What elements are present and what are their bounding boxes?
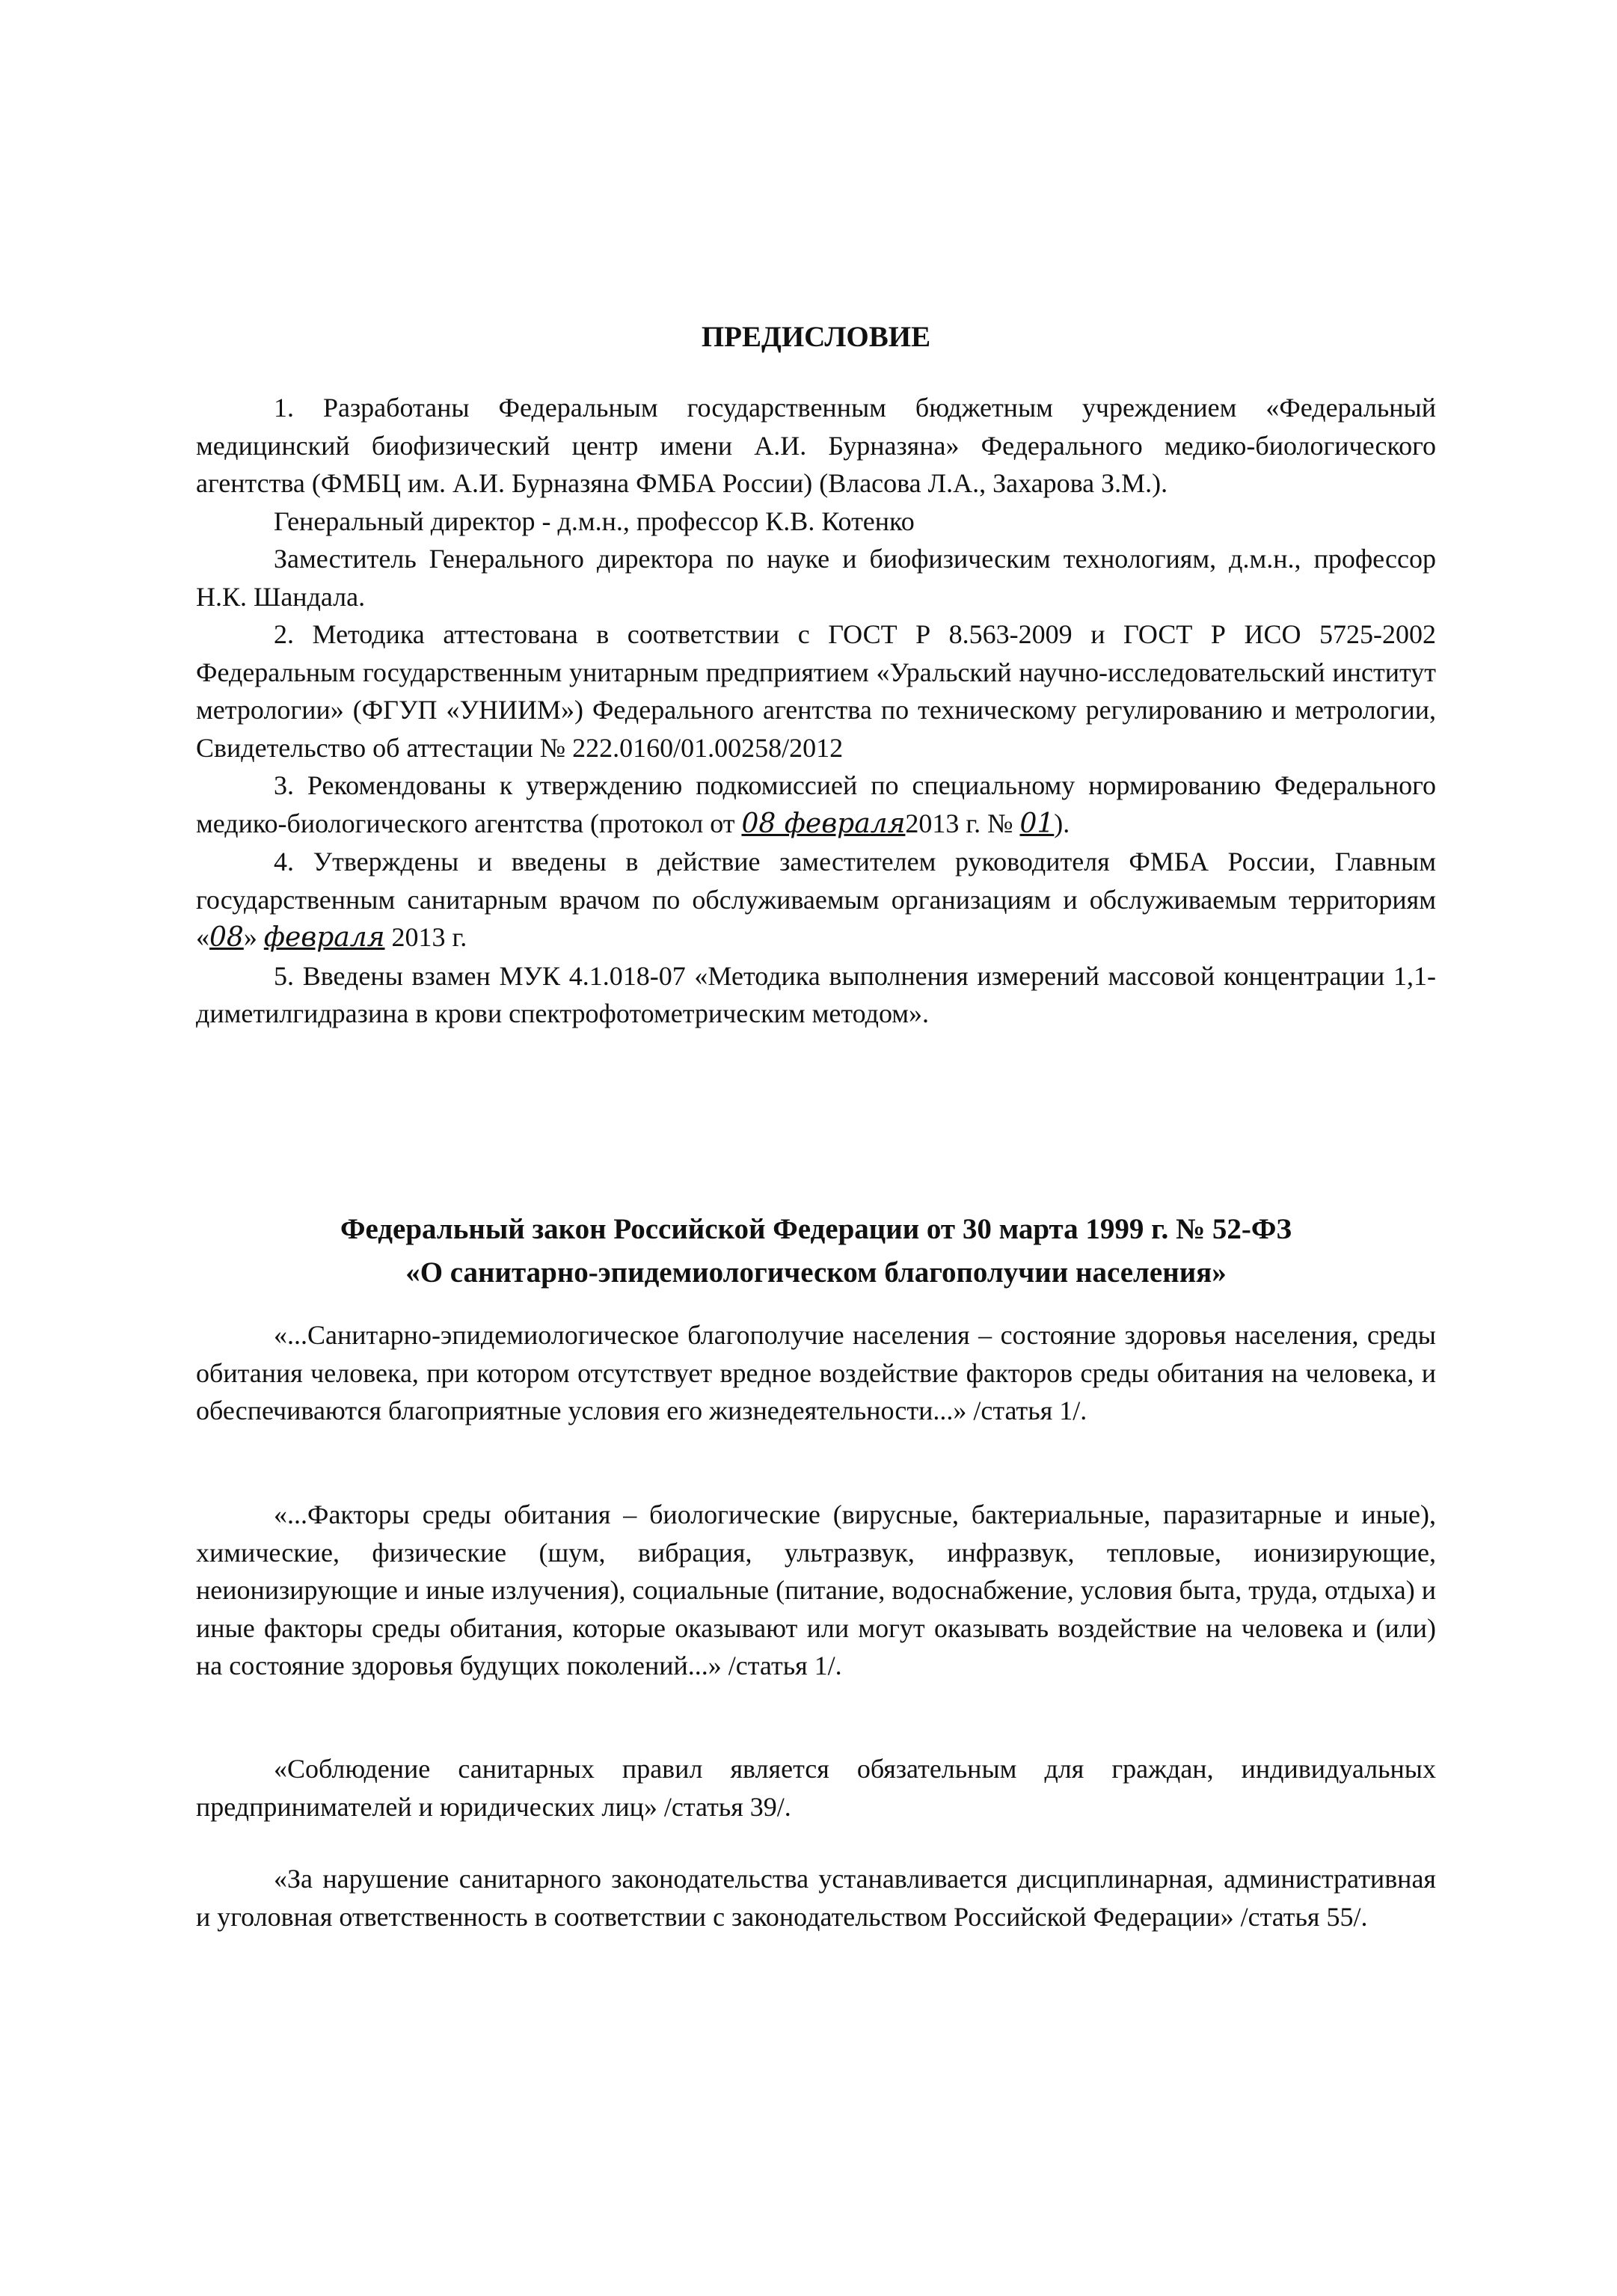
law-title-line-1: Федеральный закон Российской Федерации от 30 марта 1999 г. № 52-ФЗ — [340, 1213, 1292, 1245]
preface-item-1: 1. Разработаны Федеральным государственным бюджетным учреждением «Федеральный медицинский биофизический центр имени А.И. Бурназяна» Федерального медико-биологического агентства (ФМБЦ им. А.И. Бурназяна ФМБА России) (Власова Л.А., Захарова З.М.). — [196, 393, 1436, 498]
law-quote-1-text: «...Санитарно-эпидемиологическое благополучие населения – состояние здоровья населения, среды обитания человека, при котором отсутствует вредное воздействие факторов среды обитания на человека, и обеспечиваются благоприятные условия его жизнедеятельности...» /статья 1/. — [196, 1320, 1436, 1425]
law-quote-3-text: «Соблюдение санитарных правил является обязательным для граждан, индивидуальных предпринимателей и юридических лиц» /статья 39/. — [196, 1754, 1436, 1822]
law-quote-4-text: «За нарушение санитарного законодательства устанавливается дисциплинарная, административная и уголовная ответственность в соответствии с законодательством Российской Федерации» /статья 55/. — [196, 1864, 1436, 1932]
item3-text-after: ). — [1054, 808, 1070, 838]
item4-handwritten-day: 08 — [209, 922, 244, 953]
preface-item-4 — [196, 843, 1436, 957]
preface-item-2: 2. Методика аттестована в соответствии с ГОСТ Р 8.563-2009 и ГОСТ Р ИСО 5725-2002 Федеральным государственным унитарным предприятием «Уральский научно-исследовательский институт метрологии» (ФГУП «УНИИМ») Федерального агентства по техническому регулированию и метрологии, Свидетельство об аттестации № 222.0160/01.00258/2012 — [196, 619, 1436, 763]
preface-section — [196, 389, 1436, 1033]
preface-deputy: Заместитель Генерального директора по науке и биофизическим технологиям, д.м.н., профессор Н.К. Шандала. — [196, 544, 1436, 612]
preface-director: Генеральный директор - д.м.н., профессор К.В. Котенко — [274, 506, 915, 536]
law-quote-4 — [196, 1860, 1436, 1936]
item3-text-middle: 2013 г. № — [905, 808, 1020, 838]
item4-text-after: 2013 г. — [384, 922, 467, 952]
law-title — [196, 1208, 1436, 1295]
preface-item-3 — [196, 767, 1436, 843]
preface-item-5: 5. Введены взамен МУК 4.1.018-07 «Методика выполнения измерений массовой концентрации 1,1-диметилгидразина в крови спектрофотометрическим методом». — [196, 960, 1436, 1028]
preface-title: ПРЕДИСЛОВИЕ — [701, 321, 931, 353]
law-quote-3 — [196, 1750, 1436, 1826]
item3-text-before: 3. Рекомендованы к утверждению подкомиссией по специальному нормированию Федерального медико-биологического агентства (протокол от — [196, 770, 1436, 838]
item4-handwritten-month: февраля — [263, 922, 385, 953]
item4-text-before: 4. Утверждены и введены в действие заместителем руководителя ФМБА России, Главным государственным санитарным врачом по обслуживаемым организациям и обслуживаемым территориям « — [196, 847, 1436, 952]
item3-handwritten-date: 08 февраля — [741, 808, 906, 839]
law-quote-1 — [196, 1316, 1436, 1430]
item3-handwritten-number: 01 — [1019, 808, 1055, 839]
law-title-line-2: «О санитарно-эпидемиологическом благополучии населения» — [405, 1256, 1227, 1289]
item4-text-middle: » — [243, 922, 264, 952]
law-quote-2 — [196, 1496, 1436, 1685]
law-quote-2-text: «...Факторы среды обитания – биологические (вирусные, бактериальные, паразитарные и иные), химические, физические (шум, вибрация, ультразвук, инфразвук, тепловые, ионизирующие, неионизирующие и иные излучения), социальные (питание, водоснабжение, условия быта, труда, отдыха) и иные факторы среды обитания, которые оказывают или могут оказывать воздействие на человека и (или) на состояние здоровья будущих поколений...» /статья 1/. — [196, 1500, 1436, 1680]
